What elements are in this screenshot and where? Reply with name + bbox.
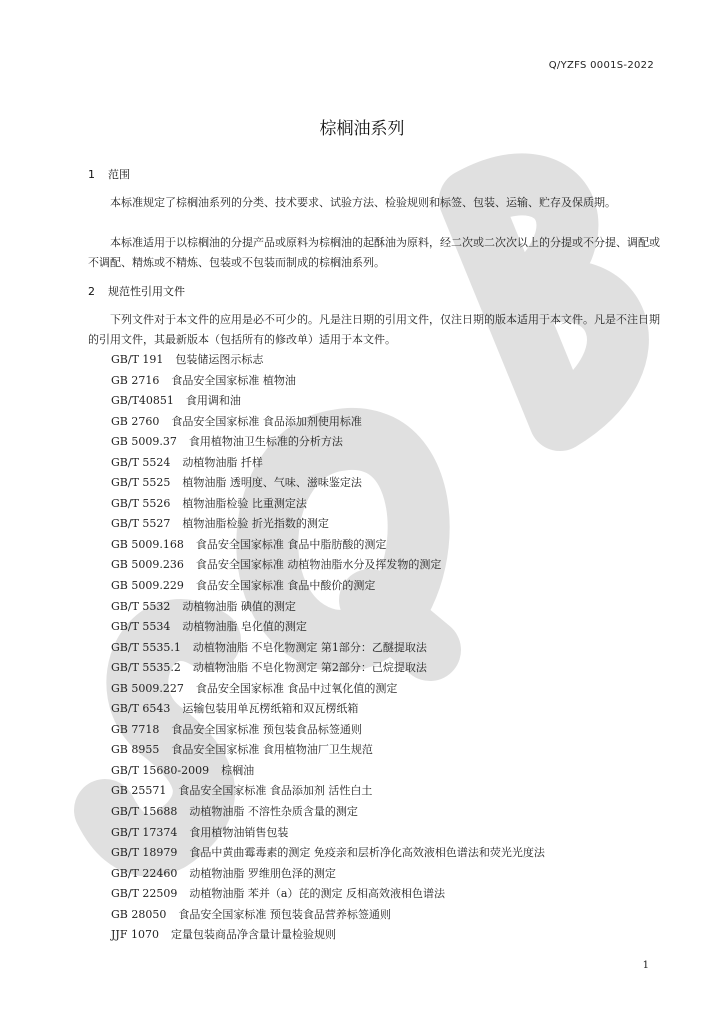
- reference-title: 食用植物油卫生标准的分析方法: [188, 435, 343, 449]
- paragraph-text: 下列文件对于本文件的应用是必不可少的。凡是注日期的引用文件，仅注日期的版本适用于本文件。凡是不注日期的引用文件，其最新版本（包括所有的修改单）适用于本文件。: [88, 313, 660, 346]
- reference-code: GB/T 5532: [111, 599, 171, 613]
- reference-code: GB 28050: [111, 907, 167, 921]
- reference-item: [111, 494, 545, 515]
- reference-code: GB/T 17374: [111, 825, 178, 839]
- section-heading-normative-references: [88, 283, 185, 299]
- reference-title: 食品安全国家标准 食品中过氧化值的测定: [195, 681, 398, 695]
- reference-title: 食品安全国家标准 食品中脂肪酸的测定: [195, 537, 387, 551]
- paragraph-text: 本标准适用于以棕榈油的分提产品或原料为棕榈油的起酥油为原料，经二次或二次次以上的分提或不分提、调配或不调配、精炼或不精炼、包装或不包装而制成的棕榈油系列。: [88, 236, 660, 269]
- section-title: 规范性引用文件: [108, 285, 185, 298]
- reference-title: 植物油脂检验 比重测定法: [182, 496, 307, 510]
- reference-item: [111, 781, 545, 802]
- reference-code: GB 2760: [111, 414, 160, 428]
- reference-item: [111, 699, 545, 720]
- reference-item: [111, 412, 545, 433]
- reference-code: GB 5009.168: [111, 537, 184, 551]
- reference-item: [111, 720, 545, 741]
- page-title: 棕榈油系列: [319, 119, 405, 139]
- reference-title: 动植物油脂 不皂化物测定 第2部分：己烷提取法: [192, 661, 427, 675]
- reference-code: GB/T 5535.1: [111, 640, 181, 654]
- reference-title: 动植物油脂 不溶性杂质含量的测定: [189, 805, 358, 819]
- reference-item: [111, 679, 545, 700]
- reference-item: [111, 802, 545, 823]
- reference-list: [111, 350, 545, 946]
- reference-code: GB/T 5535.2: [111, 661, 181, 675]
- reference-item: [111, 514, 545, 535]
- reference-item: [111, 432, 545, 453]
- reference-code: GB/T 22460: [111, 866, 178, 880]
- reference-title: 动植物油脂 扦样: [182, 455, 263, 469]
- paragraph-references-intro: [88, 310, 668, 350]
- reference-code: GB/T 6543: [111, 702, 171, 716]
- reference-code: GB 5009.236: [111, 558, 184, 572]
- section-number: 2: [88, 285, 95, 298]
- reference-code: GB/T 22509: [111, 887, 178, 901]
- reference-item: [111, 761, 545, 782]
- section-number: 1: [88, 168, 95, 181]
- reference-code: GB/T 5527: [111, 517, 171, 531]
- reference-title: 食品安全国家标准 食品添加剂 活性白土: [178, 784, 373, 798]
- paragraph-scope-1: [88, 193, 668, 213]
- reference-code: JJF 1070: [111, 928, 159, 942]
- reference-item: [111, 905, 545, 926]
- reference-item: [111, 597, 545, 618]
- reference-title: 食品安全国家标准 动植物油脂水分及挥发物的测定: [195, 558, 442, 572]
- reference-code: GB 5009.227: [111, 681, 184, 695]
- reference-item: [111, 371, 545, 392]
- reference-item: [111, 823, 545, 844]
- reference-title: 食品中黄曲霉毒素的测定 免疫亲和层析净化高效液相色谱法和荧光光度法: [189, 846, 545, 860]
- reference-code: GB/T 5525: [111, 476, 171, 490]
- reference-code: GB/T 5534: [111, 620, 171, 634]
- reference-code: GB 2716: [111, 373, 160, 387]
- reference-title: 动植物油脂 皂化值的测定: [182, 620, 307, 634]
- reference-title: 运输包装用单瓦楞纸箱和双瓦楞纸箱: [182, 702, 359, 716]
- reference-title: 食品安全国家标准 食用植物油厂卫生规范: [171, 743, 373, 757]
- reference-title: 食用植物油销售包装: [189, 825, 289, 839]
- reference-item: [111, 576, 545, 597]
- reference-item: [111, 535, 545, 556]
- reference-code: GB/T 15688: [111, 805, 178, 819]
- reference-title: 食品安全国家标准 预包装食品营养标签通则: [178, 907, 391, 921]
- reference-code: GB/T 5524: [111, 455, 171, 469]
- reference-title: 动植物油脂 不皂化物测定 第1部分：乙醚提取法: [192, 640, 427, 654]
- page-number: 1: [642, 960, 649, 971]
- reference-title: 食品安全国家标准 食品中酸价的测定: [195, 579, 376, 593]
- reference-item: [111, 864, 545, 885]
- reference-item: [111, 884, 545, 905]
- reference-code: GB 7718: [111, 722, 160, 736]
- reference-item: [111, 617, 545, 638]
- reference-item: [111, 638, 545, 659]
- reference-code: GB/T 15680-2009: [111, 763, 210, 777]
- reference-title: 食用调和油: [185, 394, 241, 408]
- reference-code: GB/T 18979: [111, 846, 178, 860]
- reference-title: 动植物油脂 苯并（a）芘的测定 反相高效液相色谱法: [189, 887, 445, 901]
- reference-title: 动植物油脂 碘值的测定: [182, 599, 296, 613]
- reference-item: [111, 658, 545, 679]
- reference-code: GB 5009.37: [111, 435, 177, 449]
- reference-item: [111, 843, 545, 864]
- reference-item: [111, 391, 545, 412]
- reference-code: GB 25571: [111, 784, 167, 798]
- reference-title: 植物油脂检验 折光指数的测定: [182, 517, 329, 531]
- reference-title: 食品安全国家标准 植物油: [171, 373, 296, 387]
- reference-item: [111, 350, 545, 371]
- section-title: 范围: [108, 168, 130, 181]
- reference-title: 食品安全国家标准 食品添加剂使用标准: [171, 414, 362, 428]
- reference-item: [111, 555, 545, 576]
- reference-item: [111, 473, 545, 494]
- reference-title: 包装储运图示标志: [175, 353, 264, 366]
- standard-code: Q/YZFS 0001S-2022: [548, 60, 654, 71]
- reference-title: 定量包装商品净含量计量检验规则: [170, 928, 336, 942]
- reference-title: 植物油脂 透明度、气味、滋味鉴定法: [182, 476, 362, 490]
- paragraph-text: 本标准规定了棕榈油系列的分类、技术要求、试验方法、检验规则和标签、包装、运输、贮存及保质期。: [110, 196, 616, 209]
- reference-title: 食品安全国家标准 预包装食品标签通则: [171, 722, 362, 736]
- paragraph-scope-2: [88, 233, 668, 273]
- reference-code: GB 8955: [111, 743, 160, 757]
- section-heading-scope: [88, 166, 130, 182]
- reference-item: [111, 925, 545, 946]
- reference-code: GB/T40851: [111, 394, 174, 408]
- reference-title: 动植物油脂 罗维朋色泽的测定: [189, 866, 336, 880]
- reference-code: GB/T 191: [111, 353, 164, 366]
- reference-code: GB 5009.229: [111, 579, 184, 593]
- reference-item: [111, 453, 545, 474]
- reference-item: [111, 740, 545, 761]
- reference-title: 棕榈油: [221, 763, 255, 777]
- reference-code: GB/T 5526: [111, 496, 171, 510]
